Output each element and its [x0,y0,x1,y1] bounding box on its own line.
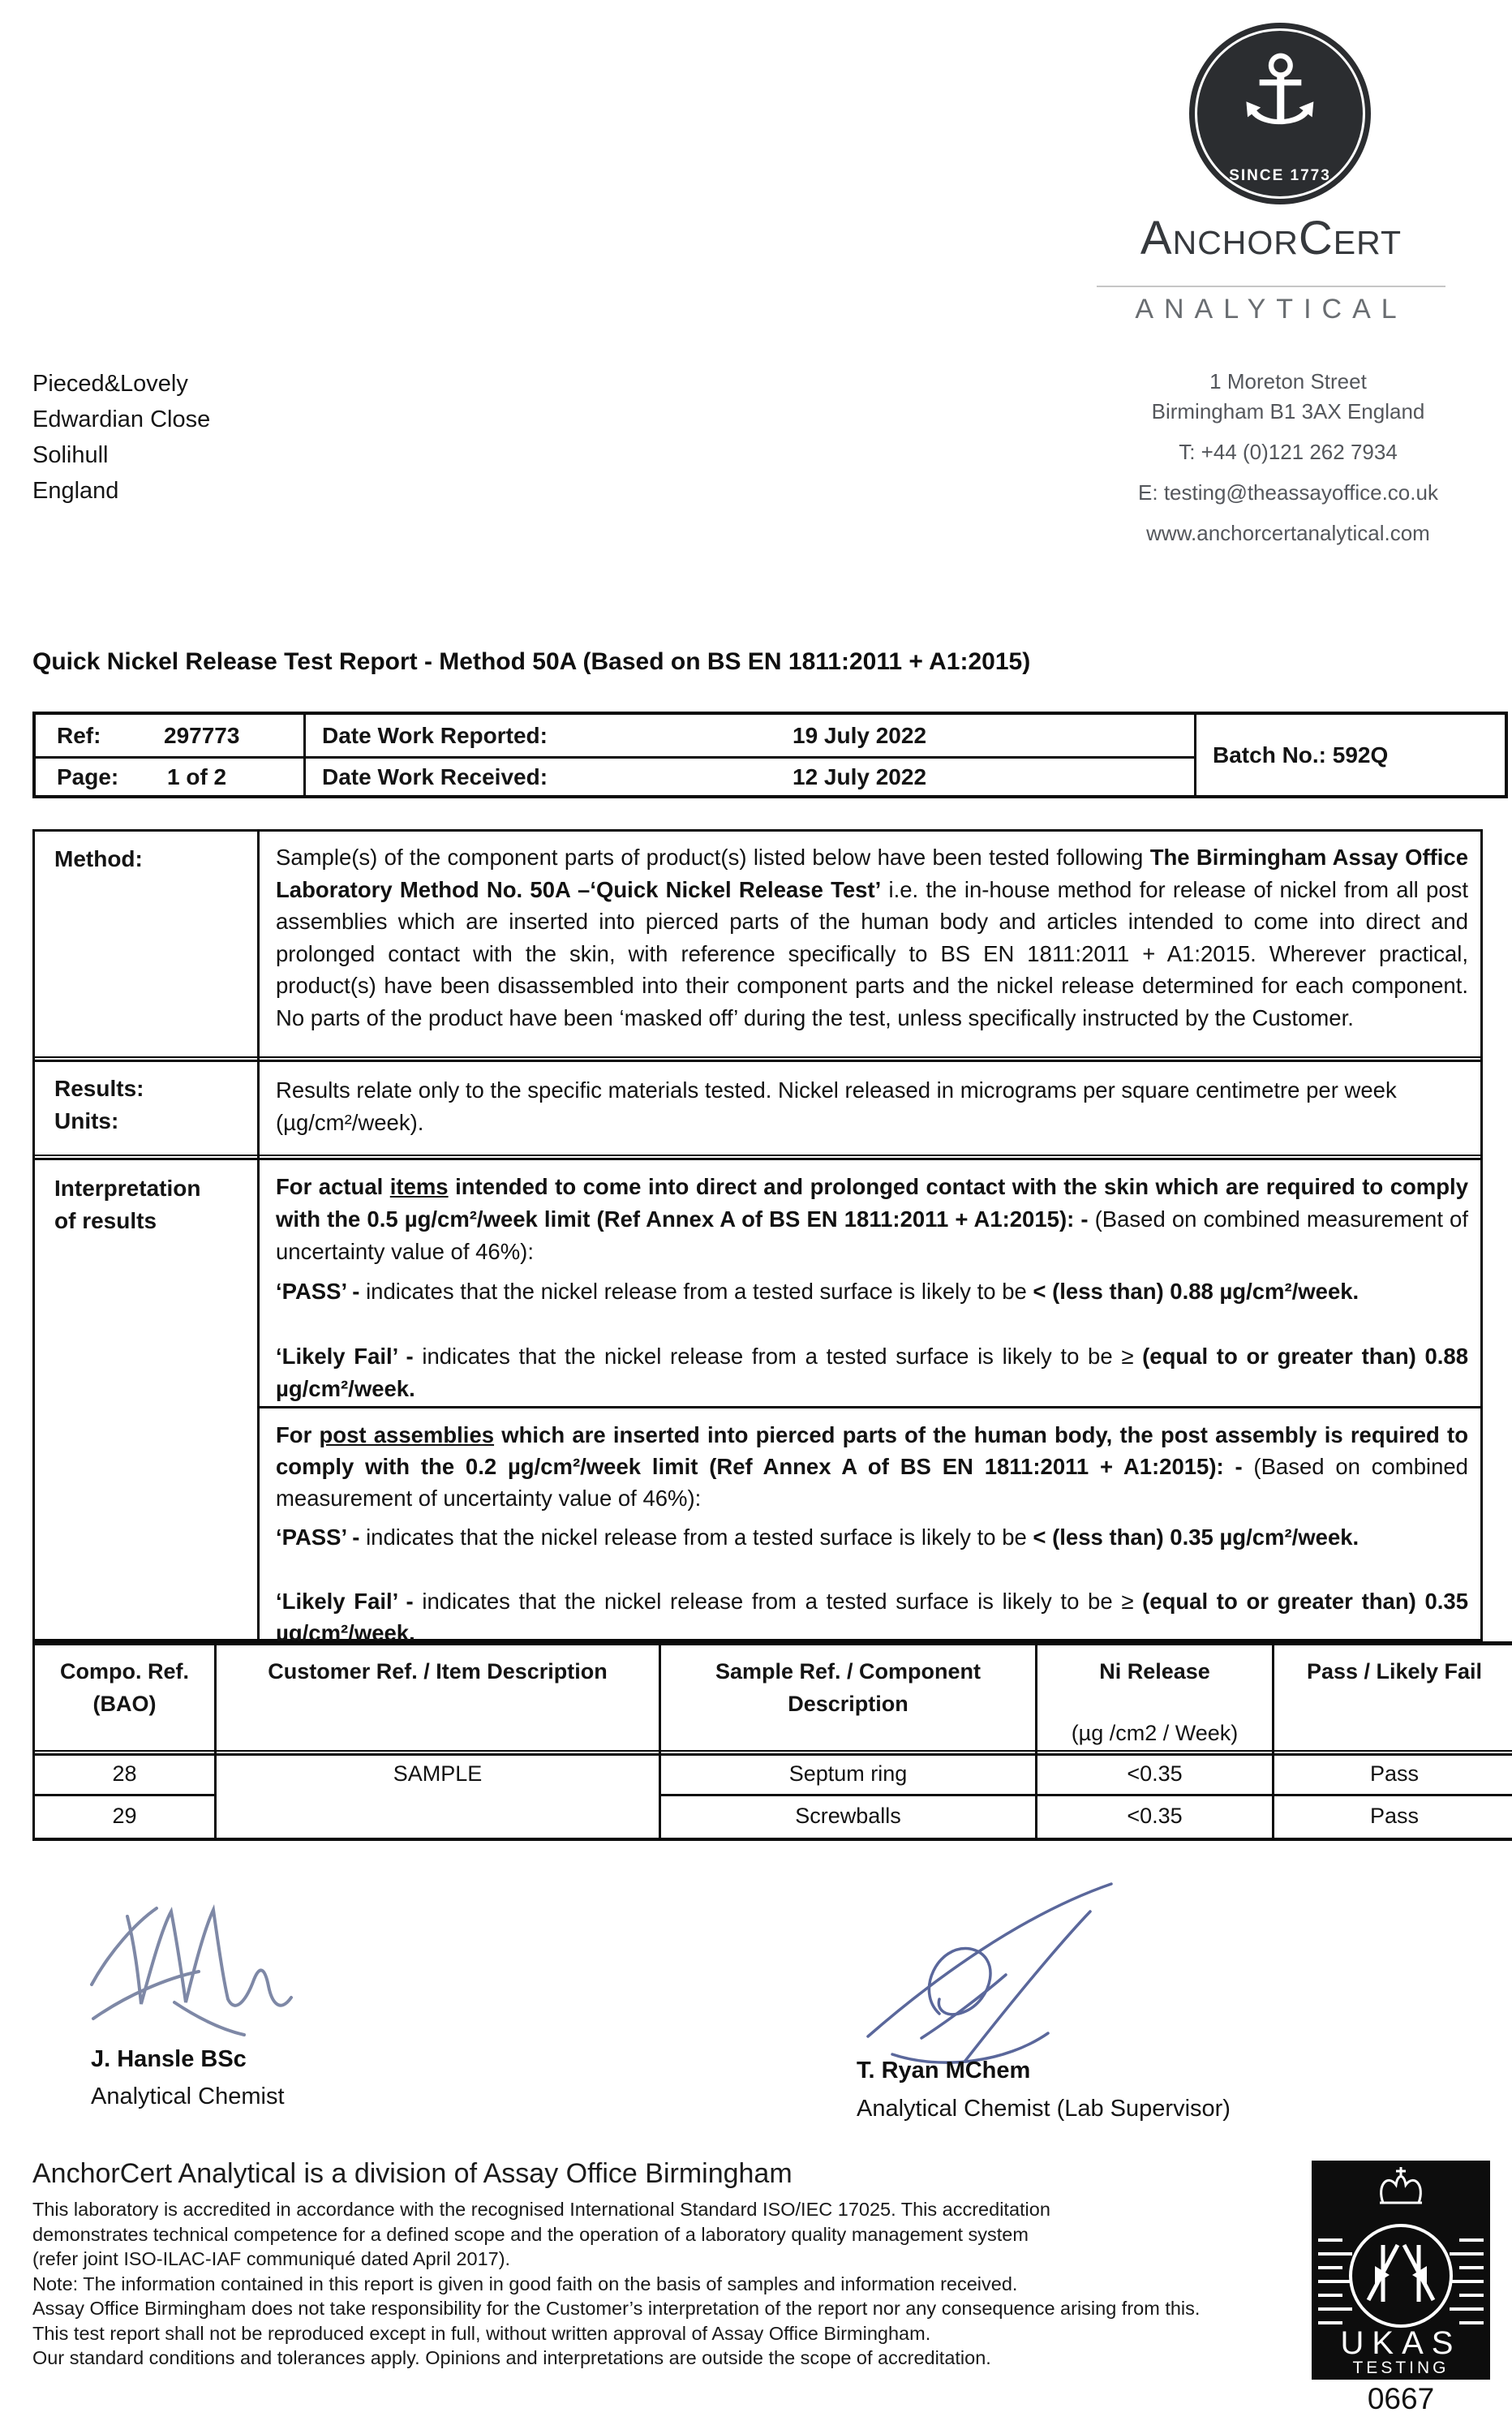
footer-disclaimer [32,2197,1200,2371]
customer-address-line: England [32,478,119,504]
pass-run: indicates that the nickel release from a tested surface is likely to be [366,1524,1033,1550]
method-text-run-bold: The Birmingham Assay Office Laboratory Method No. 50A –‘Quick Nickel Release Test’ [276,845,1469,902]
row-divider [659,1794,1512,1796]
footer-line: This laboratory is accredited in accordance with the recognised International Standard ISO/IEC 17025. This accreditation [32,2199,1050,2220]
fail-definition [276,1340,1468,1405]
signature-image-ryan [844,1866,1144,2081]
table-row-ni-release: <0.35 [1127,1761,1183,1786]
table-row-compo-ref: 28 [112,1761,137,1786]
results-units-text: Results relate only to the specific materials tested. Nickel released in micrograms per square centimetre per week (µg/cm²/week). [276,1077,1397,1135]
footer-heading: AnchorCert Analytical is a division of Assay Office Birmingham [32,2158,793,2189]
intro-run: (Based on combined measurement of uncertainty value of 46%): [276,1206,1468,1264]
results-table [32,1641,1512,1841]
interpretation-label-line: of results [54,1208,157,1233]
page-value: 1 of 2 [167,763,227,789]
method-results-table [32,829,1483,1645]
interpretation-sub-divider [260,1406,1480,1408]
row-divider [35,1794,214,1796]
fail-definition [276,1585,1468,1649]
method-text-run: Sample(s) of the component parts of product(s) listed below have been tested following [276,845,1150,870]
pass-definition [276,1521,1468,1553]
table-merged-customer-ref: SAMPLE [393,1761,483,1786]
signatory-role: Analytical Chemist [91,2084,285,2109]
customer-address-line: Solihull [32,442,109,468]
header-pass-fail: Pass / Likely Fail [1306,1659,1483,1684]
header-customer-ref: Customer Ref. / Item Description [268,1659,608,1684]
row-divider [35,1056,1480,1062]
anchor-icon: ⚓ [1237,34,1323,146]
table-row-result: Pass [1369,1804,1420,1828]
signatory-role: Analytical Chemist (Lab Supervisor) [857,2096,1231,2122]
header-line: Compo. Ref. [60,1659,189,1684]
signature-image-hansle [77,1881,353,2055]
fail-run: indicates that the nickel release from a tested surface is likely to be ≥ [422,1344,1143,1369]
ukas-accreditation-number: 0667 [1367,2382,1435,2415]
header-line: Description [788,1692,908,1716]
ukas-org-text: UKAS [1340,2325,1462,2361]
anchorcert-logo [1189,23,1371,204]
signatory-name: J. Hansle BSc [91,2046,247,2072]
method-text [276,841,1468,1034]
label-column-divider [257,832,260,1639]
table-row-ni-release: <0.35 [1127,1804,1183,1828]
lab-email: E: testing@theassayoffice.co.uk [1138,480,1438,505]
customer-address-line: Pieced&Lovely [32,371,188,397]
intro-run: For [276,1422,320,1447]
lab-address-line: Birmingham B1 3AX England [1151,399,1425,424]
fail-run: indicates that the nickel release from a tested surface is likely to be ≥ [422,1589,1143,1614]
footer-line: (refer joint ISO-ILAC-IAF communiqué dated April 2017). [32,2248,511,2269]
date-reported-value: 19 July 2022 [793,722,927,748]
batch-number: Batch No.: 592Q [1213,742,1389,768]
ukas-circle [1351,2225,1451,2326]
intro-underlined: items [389,1174,449,1199]
header-line: (BAO) [92,1692,157,1716]
header-divider [35,1750,1512,1756]
fail-threshold: (equal to or greater than) 0.88 µg/cm²/week. [276,1344,1468,1401]
pass-term: ‘PASS’ - [276,1524,367,1550]
table-row-compo-ref: 29 [112,1804,137,1828]
results-units-label [54,1073,253,1137]
pass-term: ‘PASS’ - [276,1279,367,1304]
date-received-label: Date Work Received: [322,763,548,789]
fail-term: ‘Likely Fail’ - [276,1344,423,1369]
table-row-sample-ref: Septum ring [788,1761,908,1786]
signatory-name: T. Ryan MChem [857,2058,1031,2084]
date-received-value: 12 July 2022 [793,763,927,789]
lab-address-line: 1 Moreton Street [1209,369,1367,393]
customer-address-line: Edwardian Close [32,406,211,432]
ukas-category-text: TESTING [1352,2359,1450,2377]
interpretation-label-line: Interpretation [54,1176,201,1201]
footer-line: Assay Office Birmingham does not take responsibility for the Customer’s interpretation of the report nor any consequence arising from this. [32,2298,1201,2319]
header-line: Sample Ref. / Component [715,1659,982,1684]
interpretation-label [54,1172,253,1237]
pass-run: indicates that the nickel release from a tested surface is likely to be [366,1279,1033,1304]
interpretation-block-posts [276,1419,1468,1649]
brand-name: AnchorCert [1140,212,1402,264]
fail-term: ‘Likely Fail’ - [276,1589,423,1614]
page-cell [36,759,306,795]
date-received-cell [306,759,1196,795]
customer-address [32,366,210,509]
ref-cell [36,715,306,759]
pass-threshold: < (less than) 0.35 µg/cm²/week. [1033,1524,1360,1550]
header-line: Ni Release [1099,1659,1210,1684]
pass-threshold: < (less than) 0.88 µg/cm²/week. [1033,1279,1360,1304]
lab-phone: T: +44 (0)121 262 7934 [1179,440,1398,464]
lab-contact [1111,367,1465,548]
row-divider [35,1155,1480,1160]
date-reported-label: Date Work Reported: [322,722,548,748]
lab-website: www.anchorcertanalytical.com [1146,521,1430,545]
method-label: Method: [54,846,143,871]
logo-since-text: SINCE 1773 [1229,167,1331,184]
units-label: Units: [54,1108,119,1133]
intro-run: For actual [276,1174,390,1199]
header-ni-release [1037,1655,1272,1749]
header-units-line: (µg /cm2 / Week) [1071,1721,1239,1745]
table-row-result: Pass [1369,1761,1420,1786]
page-label: Page: [57,763,119,789]
table-row-sample-ref: Screwballs [795,1804,901,1828]
ukas-logo-graphic [1312,2161,1490,2380]
interpretation-intro [276,1171,1468,1268]
footer-line: This test report shall not be reproduced except in full, without written approval of Assay Office Birmingham. [32,2322,931,2344]
ukas-testing-logo [1312,2161,1490,2380]
interpretation-block-items [276,1171,1468,1405]
brand-divider [1097,286,1445,287]
fail-threshold: (equal to or greater than) 0.35 µg/cm²/week. [276,1589,1468,1645]
ref-label: Ref: [57,722,101,748]
crown-icon [1381,2177,1421,2204]
intro-run: which are inserted into pierced parts of the human body, the post assembly is required to comply with the 0.2 µg/cm²/week limit (Ref Annex A of BS EN 1811:2011 + A1:2015): - [276,1422,1469,1479]
header-compo-ref [35,1655,214,1720]
intro-underlined: post assemblies [319,1422,495,1447]
interpretation-intro [276,1419,1468,1514]
page-title: Quick Nickel Release Test Report - Method 50A (Based on BS EN 1811:2011 + A1:2015) [32,648,1031,675]
brand-subtitle: ANALYTICAL [1135,294,1407,325]
header-sample-ref [661,1655,1035,1720]
intro-run: (Based on combined measurement of uncertainty value of 46%): [276,1454,1468,1511]
ref-value: 297773 [164,722,240,748]
method-text-run: i.e. the in-house method for release of nickel from all post assemblies which are inserted into pierced parts of the human body and articles intended to come into direct and prolonged contact with the skin, with reference specifically to BS EN 1811:2011 + A1:2015. Wherever practical, product(s) have been disassembled into their component parts and the nickel release determined for each component. No parts of the product have been ‘masked off’ during the test, unless specifically instructed by the Customer. [276,876,1468,1030]
reference-table [32,712,1508,798]
date-reported-cell [306,715,1196,759]
footer-line: Our standard conditions and tolerances apply. Opinions and interpretations are outside the scope of accreditation. [32,2347,991,2368]
footer-line: Note: The information contained in this report is given in good faith on the basis of samples and information received. [32,2273,1018,2294]
intro-run: intended to come into direct and prolonged contact with the skin which are required to comply with the 0.5 µg/cm²/week limit (Ref Annex A of BS EN 1811:2011 + A1:2015): - [276,1174,1468,1232]
results-label: Results: [54,1076,144,1101]
footer-line: demonstrates technical competence for a defined scope and the operation of a laboratory quality management system [32,2223,1029,2245]
pass-definition [276,1275,1468,1308]
